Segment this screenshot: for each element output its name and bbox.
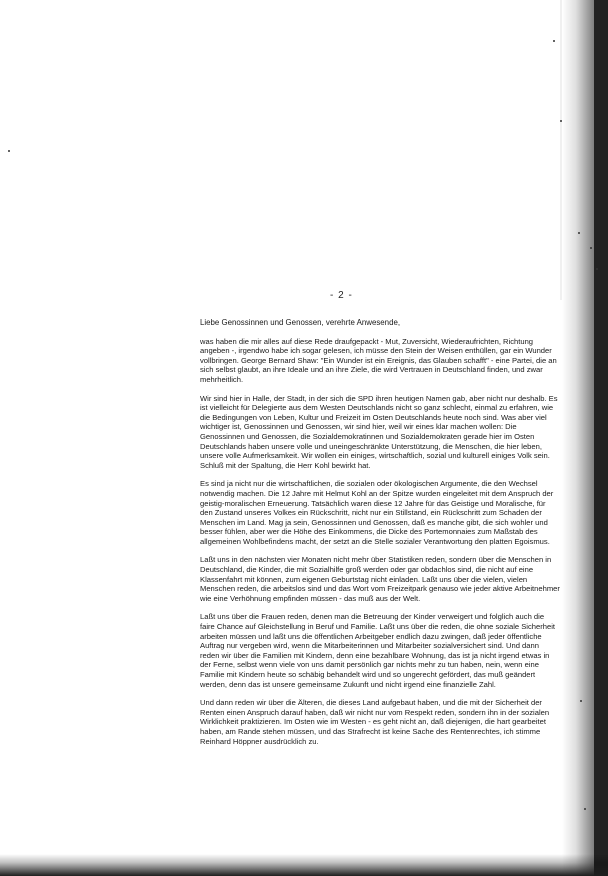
page-number: - 2 -	[330, 290, 353, 301]
paragraph: Laßt uns in den nächsten vier Monaten nicht mehr über Statistiken reden, sondern über die Menschen in Deutschland, die Kinder, die mit Sozialhilfe groß werden oder gar obdachlos sind, die nicht auf eine Klassenfahrt mit können, zum eigenen Geburtstag nicht einladen. Laßt uns über die vielen, vielen Menschen reden, die arbeitslos sind und das Wort vom Freizeitpark genauso wie jeder aktive Arbeitnehmer wie eine Verhöhnung empfinden müssen - das muß aus der Welt.	[200, 555, 560, 603]
scan-bottom-edge	[0, 854, 608, 876]
scan-right-edge	[562, 0, 608, 876]
scan-speck	[590, 247, 592, 249]
scan-speck	[584, 808, 586, 810]
speech-text	[200, 318, 560, 755]
scan-speck	[553, 40, 555, 42]
paragraph: Laßt uns über die Frauen reden, denen man die Betreuung der Kinder verweigert und folglich auch die faire Chance auf Gleichstellung in Beruf und Familie. Laßt uns über die reden, die ohne soziale Sicherheit arbeiten müssen und laßt uns die öffentlichen Arbeitgeber endlich dazu zwingen, daß jeder öffentliche Auftrag nur vergeben wird, wenn die Mitarbeiterinnen und Mitarbeiter sozialversichert sind. Und dann reden wir über die Familien mit Kindern, denn eine bezahlbare Wohnung, das ist ja nicht irgend etwas in der Ferne, selbst wenn viele von uns damit persönlich gar nichts mehr zu tun haben, nein, wenn eine Familie mit Kindern heute so schäbig behandelt wird und so ungerecht gefördert, das muß geändert werden, denn das ist unsere gemeinsame Zukunft und nicht irgend eine finanzielle Zahl.	[200, 612, 556, 689]
paragraph: Es sind ja nicht nur die wirtschaftlichen, die sozialen oder ökologischen Argumente, die den Wechsel notwendig machen. Die 12 Jahre mit Helmut Kohl an der Spitze wurden eingeleitet mit dem Anspruch der geistig-moralischen Erneuerung. Tatsächlich waren diese 12 Jahre für das Geistige und Moralische, für den Zustand unseres Volkes ein Rückschritt, nicht nur ein Stillstand, ein Rückschritt zum Schaden der Menschen im Land. Mag ja sein, Genossinnen und Genossen, daß es manche gibt, die sich wohler und besser fühlen, aber wer die Höhe des Einkommens, die Dicke des Portemonnaies zum Maßstab des allgemeinen Wohlbefindens macht, der setzt an die Stelle sozialer Verantwortung den platten Egoismus.	[200, 479, 554, 546]
scan-speck	[596, 268, 598, 270]
paragraph: Und dann reden wir über die Älteren, die dieses Land aufgebaut haben, und die mit der Sicherheit der Renten einen Anspruch darauf haben, daß wir nicht nur vom Respekt reden, sondern ihn in der sozialen Wirklichkeit praktizieren. Im Osten wie im Westen - es geht nicht an, daß diejenigen, die hart gearbeitet haben, am Rande stehen müssen, und das Strafrecht ist keine Sache des Rentenrechtes, ich stimme Reinhard Höppner ausdrücklich zu.	[200, 698, 550, 746]
paragraph: Wir sind hier in Halle, der Stadt, in der sich die SPD ihren heutigen Namen gab, aber nicht nur deshalb. Es ist vielleicht für Delegierte aus dem Westen Deutschlands nicht so ganz schlecht, einmal zu erfahren, wie die Bedingungen von Leben, Kultur und Freizeit im Osten Deutschlands heute noch sind. Was aber viel wichtiger ist, Genossinnen und Genossen, wir sind hier, weil wir eines klar machen wollen: Die Genossinnen und Genossen, die Sozialdemokratinnen und Sozialdemokraten gerade hier im Osten Deutschlands haben unsere volle und uneingeschränkte Unterstützung, die Menschen, die hier leben, unsere volle Aufmerksamkeit. Wir wollen ein einiges, wirtschaftlich, sozial und kulturell einiges Volk sein. Schluß mit der Spaltung, die Herr Kohl bewirkt hat.	[200, 393, 558, 470]
paragraph: was haben die mir alles auf diese Rede draufgepackt - Mut, Zuversicht, Wiederaufrichten, Richtung angeben -, irgendwo habe ich sogar gelesen, ich müsse den Stein der Weisen enthüllen, gar ein Wunder vollbringen. George Bernard Shaw: "Ein Wunder ist ein Ereignis, das Glauben schafft" - eine Partei, die an sich selbst glaubt, an ihre Ideale und an ihre Ziele, die wird Vertrauen in Deutschland finden, und zwar mehrheitlich.	[200, 336, 557, 384]
scan-speck	[560, 120, 562, 122]
salutation: Liebe Genossinnen und Genossen, verehrte Anwesende,	[200, 318, 401, 327]
scan-speck	[578, 232, 580, 234]
scan-speck	[580, 700, 582, 702]
scan-speck	[8, 150, 10, 152]
